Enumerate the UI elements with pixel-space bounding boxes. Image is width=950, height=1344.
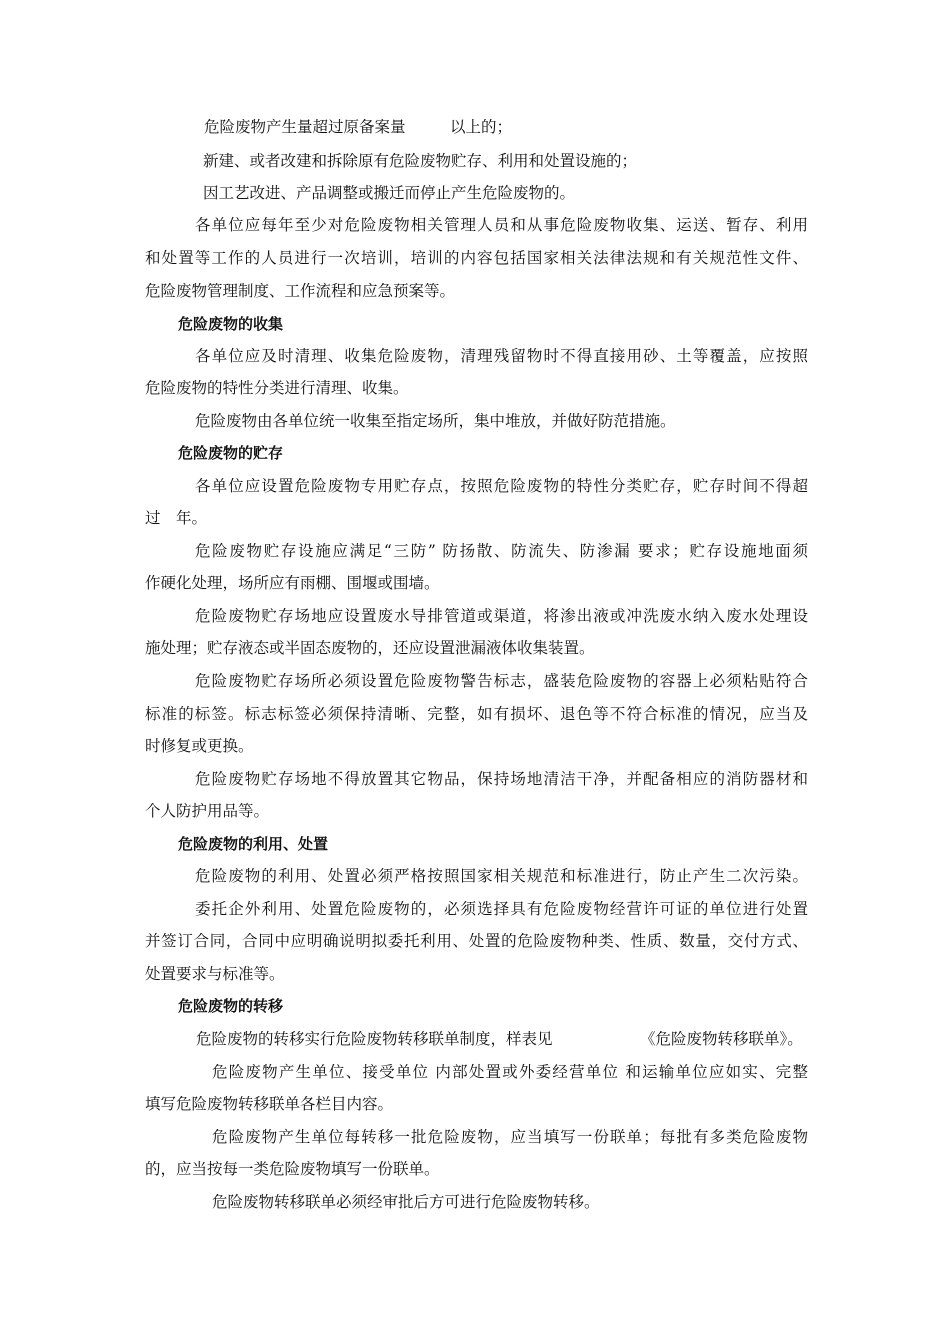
- text-line: 各单位应设置危险废物专用贮存点，按照危险废物的特性分类贮存，贮存时间不得超: [195, 477, 808, 495]
- text-line: 新建、或者改建和拆除原有危险废物贮存、利用和处置设施的；: [203, 152, 638, 170]
- text-line: 的，应当按每一类危险废物填写一份联单。: [145, 1160, 440, 1178]
- text-line: 标准的标签。标志标签必须保持清晰、完整，如有损坏、退色等不符合标准的情况，应当及: [145, 705, 808, 723]
- text-line: 危险废物产生量超过原备案量: [204, 118, 406, 136]
- text-line: 危险废物的特性分类进行清理、收集。: [145, 379, 409, 397]
- text-line: 和处置等工作的人员进行一次培训，培训的内容包括国家相关法律法规和有关规范性文件、: [145, 249, 808, 267]
- text-line: 个人防护用品等。: [145, 802, 270, 820]
- text-line: 时修复或更换。: [145, 737, 254, 755]
- text-line: 作硬化处理，场所应有雨棚、围堰或围墙。: [145, 574, 440, 592]
- text-line: 各单位应每年至少对危险废物相关管理人员和从事危险废物收集、运送、暂存、利用: [195, 216, 808, 234]
- text-line: 危险废物由各单位统一收集至指定场所，集中堆放，并做好防范措施。: [195, 412, 676, 430]
- form-reference: 《危险废物转移联单》。: [640, 1030, 803, 1048]
- text-line: 危险废物的利用、处置必须严格按照国家相关规范和标准进行，防止产生二次污染。: [195, 867, 808, 885]
- text-line: 危险废物的转移实行危险废物转移联单制度，样表见: [196, 1030, 553, 1048]
- text-line: 危险废物产生单位、接受单位 内部处置或外委经营单位 和运输单位应如实、完整: [212, 1063, 808, 1081]
- text-line: 危险废物贮存设施应满足“三防” 防扬散、防流失、防渗漏 要求；贮存设施地面须: [195, 542, 808, 560]
- text-line: 填写危险废物转移联单各栏目内容。: [145, 1095, 394, 1113]
- text-line: 施处理；贮存液态或半固态废物的，还应设置泄漏液体收集装置。: [145, 639, 595, 657]
- section-heading: 危险废物的转移: [178, 997, 284, 1015]
- text-line: 危险废物贮存场地不得放置其它物品，保持场地清洁干净，并配备相应的消防器材和: [195, 770, 808, 788]
- text-line: 危险废物贮存场地应设置废水导排管道或渠道，将渗出液或冲洗废水纳入废水处理设: [195, 607, 808, 625]
- text-line: 危险废物转移联单必须经审批后方可进行危险废物转移。: [212, 1193, 600, 1211]
- text-line: 各单位应及时清理、收集危险废物，清理残留物时不得直接用砂、土等覆盖，应按照: [195, 347, 808, 365]
- text-line: 危险废物贮存场所必须设置危险废物警告标志，盛装危险废物的容器上必须粘贴符合: [195, 672, 808, 690]
- section-heading: 危险废物的收集: [178, 315, 284, 333]
- text-line: 因工艺改进、产品调整或搬迁而停止产生危险废物的。: [203, 184, 576, 202]
- section-heading: 危险废物的贮存: [178, 444, 284, 462]
- section-heading: 危险废物的利用、处置: [178, 835, 329, 853]
- text-line: 危险废物管理制度、工作流程和应急预案等。: [145, 282, 456, 300]
- text-line: 委托企外利用、处置危险废物的，必须选择具有危险废物经营许可证的单位进行处置: [195, 900, 808, 918]
- text-line: 以上的；: [450, 118, 513, 136]
- text-line: 危险废物产生单位每转移一批危险废物，应当填写一份联单；每批有多类危险废物: [212, 1128, 808, 1146]
- text-line: 过 年。: [145, 509, 208, 527]
- text-line: 处置要求与标准等。: [145, 965, 285, 983]
- text-line: 并签订合同，合同中应明确说明拟委托利用、处置的危险废物种类、性质、数量，交付方式、: [145, 932, 808, 950]
